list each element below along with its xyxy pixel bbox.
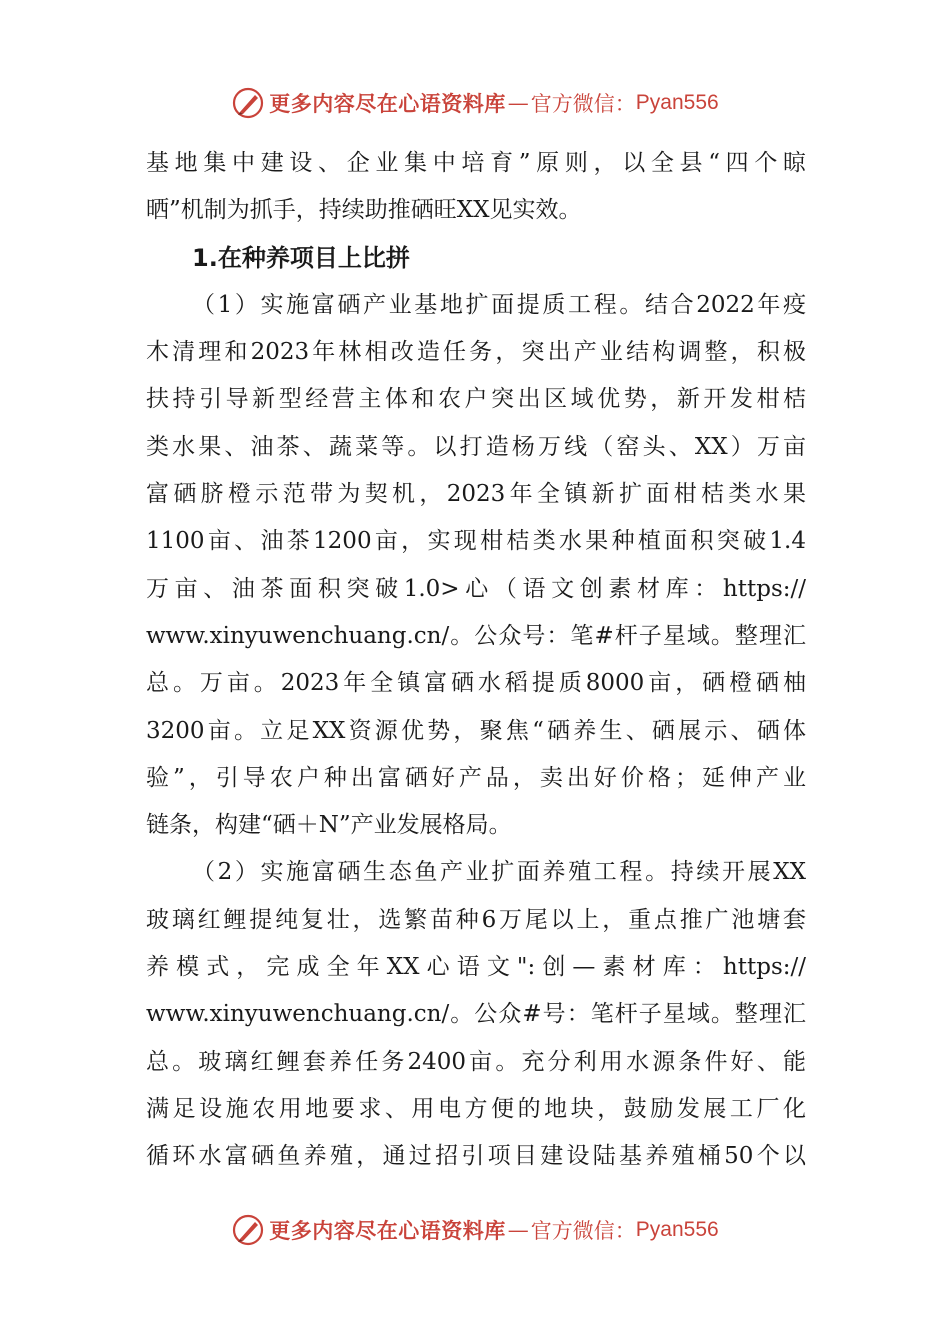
watermark-banner-top <box>0 83 950 123</box>
para1-line: 万亩、油茶面积突破1.0>心（语文创素材库：https:// <box>146 575 806 602</box>
pen-circle-logo-icon <box>231 86 265 120</box>
para2-line: 满足设施农用地要求、用电方便的地块，鼓励发展工厂化 <box>146 1095 806 1122</box>
watermark-wechat-id: Pyan556 <box>635 1218 719 1241</box>
para2-line: 总。玻璃红鲤套养任务2400亩。充分利用水源条件好、能 <box>146 1048 806 1075</box>
para1-line: 3200亩。立足XX资源优势，聚焦“硒养生、硒展示、硒体 <box>146 717 806 744</box>
para2-line: 循环水富硒鱼养殖，通过招引项目建设陆基养殖桶50个以 <box>146 1143 806 1170</box>
document-body <box>146 140 806 1181</box>
watermark-official-label: 官方微信： <box>530 1219 636 1243</box>
watermark-separator: — <box>507 91 529 115</box>
para1-line: www.xinyuwenchuang.cn/。公众号：笔#杆子星域。整理汇 <box>146 622 806 649</box>
watermark-banner-bottom <box>0 1210 950 1250</box>
para2-line: 玻璃红鲤提纯复壮，选繁苗种6万尾以上，重点推广池塘套 <box>146 906 806 933</box>
para1-line: 类水果、油茶、蔬菜等。以打造杨万线（窑头、XX）万亩 <box>146 433 806 460</box>
intro-line: 基地集中建设、企业集中培育”原则，以全县“四个晾 <box>146 150 806 176</box>
para1-line: 木清理和2023年林相改造任务，突出产业结构调整，积极 <box>146 339 806 366</box>
watermark-official-label: 官方微信： <box>530 92 636 116</box>
watermark-separator: — <box>507 1218 529 1242</box>
pen-circle-logo-icon <box>231 1213 265 1247</box>
para1-line: 总。万亩。2023年全镇富硒水稻提质8000亩，硒橙硒柚 <box>146 670 806 697</box>
para1-line: （1）实施富硒产业基地扩面提质工程。结合2022年疫 <box>192 291 806 318</box>
intro-line: 晒”机制为抓手，持续助推硒旺XX见实效。 <box>146 197 582 224</box>
para1-line: 扶持引导新型经营主体和农户突出区域优势，新开发柑桔 <box>146 386 806 413</box>
para1-line: 链条，构建“硒＋N”产业发展格局。 <box>146 812 512 839</box>
watermark-brand: 更多内容尽在心语资料库 <box>269 91 506 116</box>
para1-line: 验”，引导农户种出富硒好产品，卖出好价格；延伸产业 <box>146 764 806 791</box>
section-heading: 1.在种养项目上比拼 <box>192 243 410 272</box>
watermark-brand: 更多内容尽在心语资料库 <box>269 1218 506 1243</box>
para1-line: 1100亩、油茶1200亩，实现柑桔类水果种植面积突破1.4 <box>146 528 806 555</box>
para1-line: 富硒脐橙示范带为契机，2023年全镇新扩面柑桔类水果 <box>146 481 806 508</box>
para2-line: （2）实施富硒生态鱼产业扩面养殖工程。持续开展XX <box>192 859 806 886</box>
para2-line: 养模式，完成全年XX心语文":创—素材库：https:// <box>146 954 806 981</box>
watermark-wechat-id: Pyan556 <box>635 91 719 114</box>
para2-line: www.xinyuwenchuang.cn/。公众#号：笔杆子星域。整理汇 <box>146 1001 806 1028</box>
